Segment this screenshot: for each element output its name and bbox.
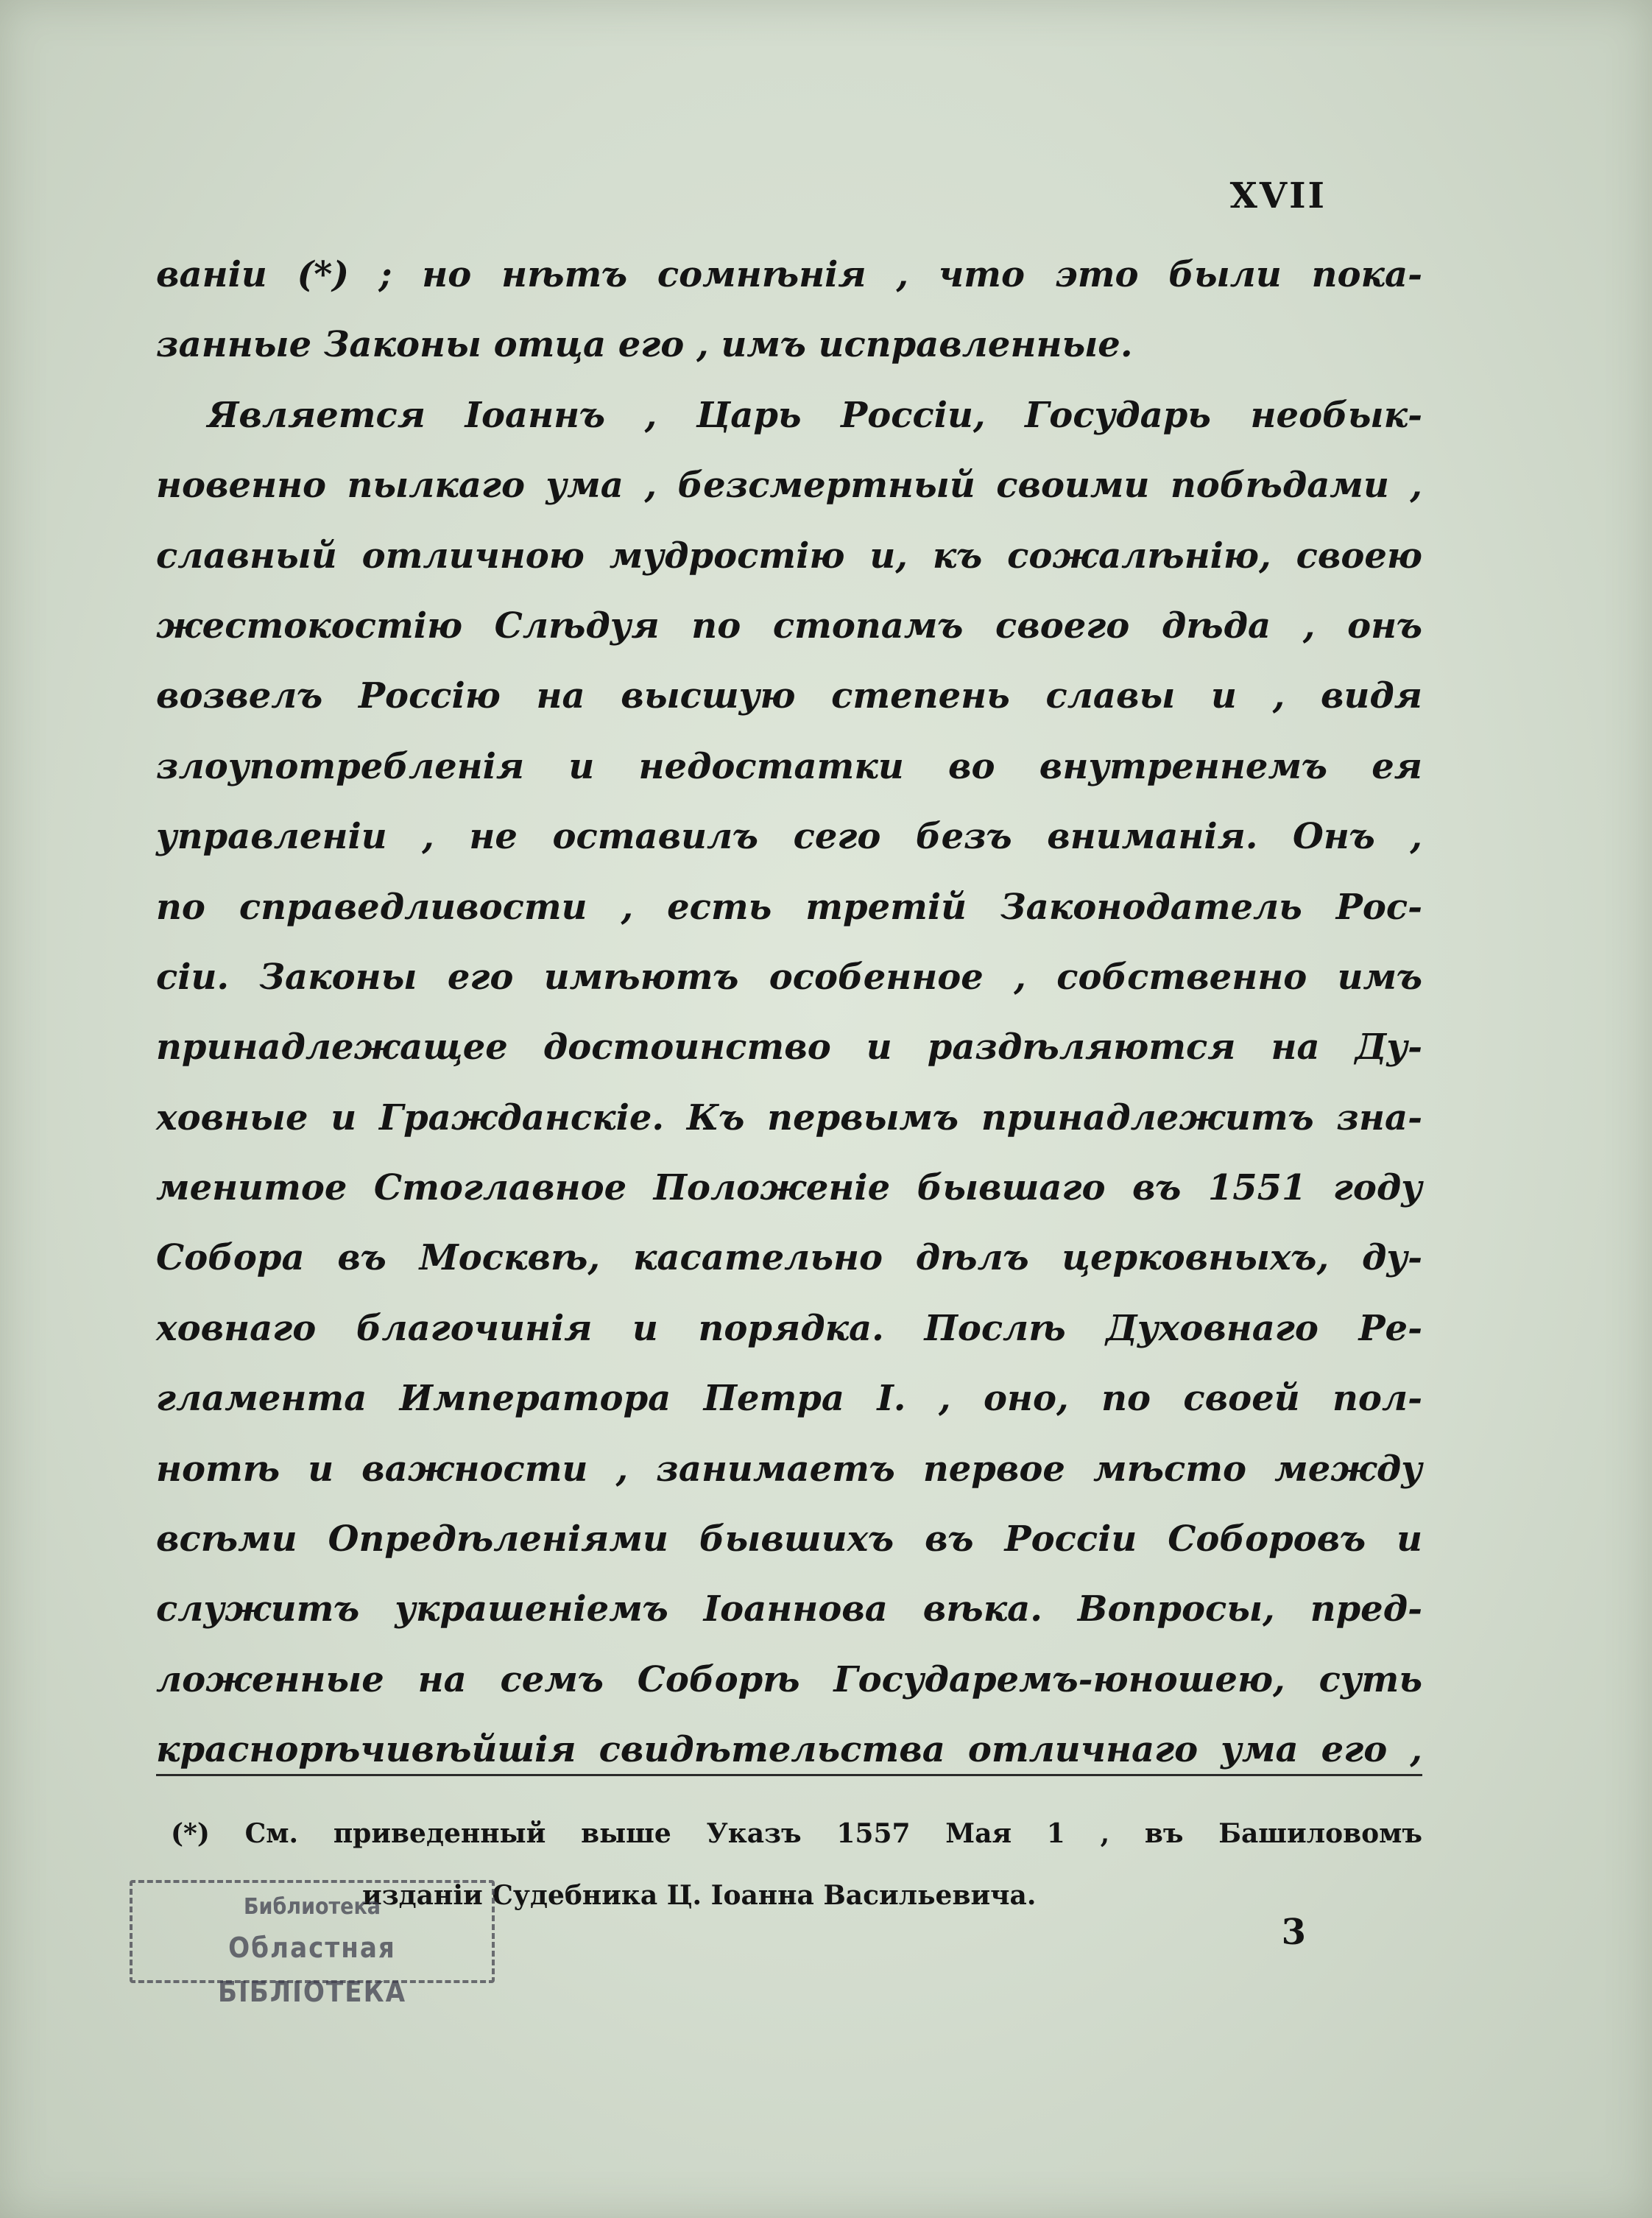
body-line: менитое Стоглавное Положеніе бывшаго въ 1551 году bbox=[156, 1167, 1422, 1209]
body-line: служитъ украшеніемъ Іоаннова вѣка. Вопросы, пред- bbox=[156, 1588, 1422, 1630]
body-line: Собора въ Москвѣ, касательно дѣлъ церковныхъ, ду- bbox=[156, 1237, 1422, 1279]
body-line: гламента Императора Петра І. , оно, по своей пол- bbox=[156, 1378, 1422, 1420]
footnote-line-1: (*) См. приведенный выше Указъ 1557 Мая 1 , въ Башиловомъ bbox=[171, 1818, 1422, 1849]
stamp-line-1: Библиотека bbox=[243, 1894, 381, 1920]
body-text bbox=[156, 240, 1422, 1786]
body-line: ложенные на семъ Соборѣ Государемъ-юношею, суть bbox=[156, 1658, 1422, 1700]
footnote-separator-rule bbox=[156, 1774, 1422, 1776]
signature-mark: 3 bbox=[1281, 1912, 1306, 1953]
footnote-line-2: изданіи Судебника Ц. Іоанна Васильевича. bbox=[362, 1880, 1037, 1911]
body-line: злоупотребленія и недостатки во внутреннемъ ея bbox=[156, 745, 1422, 787]
body-line: всѣми Опредѣленіями бывшихъ въ Россіи Соборовъ и bbox=[156, 1518, 1422, 1560]
body-line: принадлежащее достоинство и раздѣляются на Ду- bbox=[156, 1027, 1422, 1068]
body-line: сіи. Законы его имѣютъ особенное , собственно имъ bbox=[156, 956, 1422, 998]
body-line: краснорѣчивѣйшія свидѣтельства отличнаго ума его , bbox=[156, 1729, 1422, 1771]
body-line: по справедливости , есть третій Законодатель Рос- bbox=[156, 886, 1422, 928]
body-line: возвелъ Россію на высшую степень славы и , видя bbox=[156, 675, 1422, 717]
body-line: управленіи , не оставилъ сего безъ вниманія. Онъ , bbox=[156, 816, 1422, 858]
page-number-roman: XVII bbox=[1229, 175, 1327, 216]
body-line: ховные и Гражданскіе. Къ первымъ принадлежитъ зна- bbox=[156, 1096, 1422, 1138]
body-line: Является Іоаннъ , Царь Россіи, Государь необык- bbox=[208, 394, 1422, 436]
body-line: новенно пылкаго ума , безсмертный своими побѣдами , bbox=[156, 465, 1422, 507]
body-line: нотѣ и важности , занимаетъ первое мѣсто между bbox=[156, 1448, 1422, 1490]
body-line: занные Законы отца его , имъ исправленные. bbox=[156, 324, 1133, 366]
body-line: ховнаго благочинія и порядка. Послѣ Духовнаго Ре- bbox=[156, 1307, 1422, 1349]
library-stamp bbox=[130, 1880, 495, 2008]
body-line: жестокостію Слѣдуя по стопамъ своего дѣда , онъ bbox=[156, 605, 1422, 647]
body-line: славный отличною мудростію и, къ сожалѣнію, своею bbox=[156, 535, 1422, 577]
body-line: ваніи (*) ; но нѣтъ сомнѣнія , что это были пока- bbox=[156, 254, 1422, 295]
stamp-line-2: Областная БІБЛІОТЕКА bbox=[217, 1932, 407, 2008]
